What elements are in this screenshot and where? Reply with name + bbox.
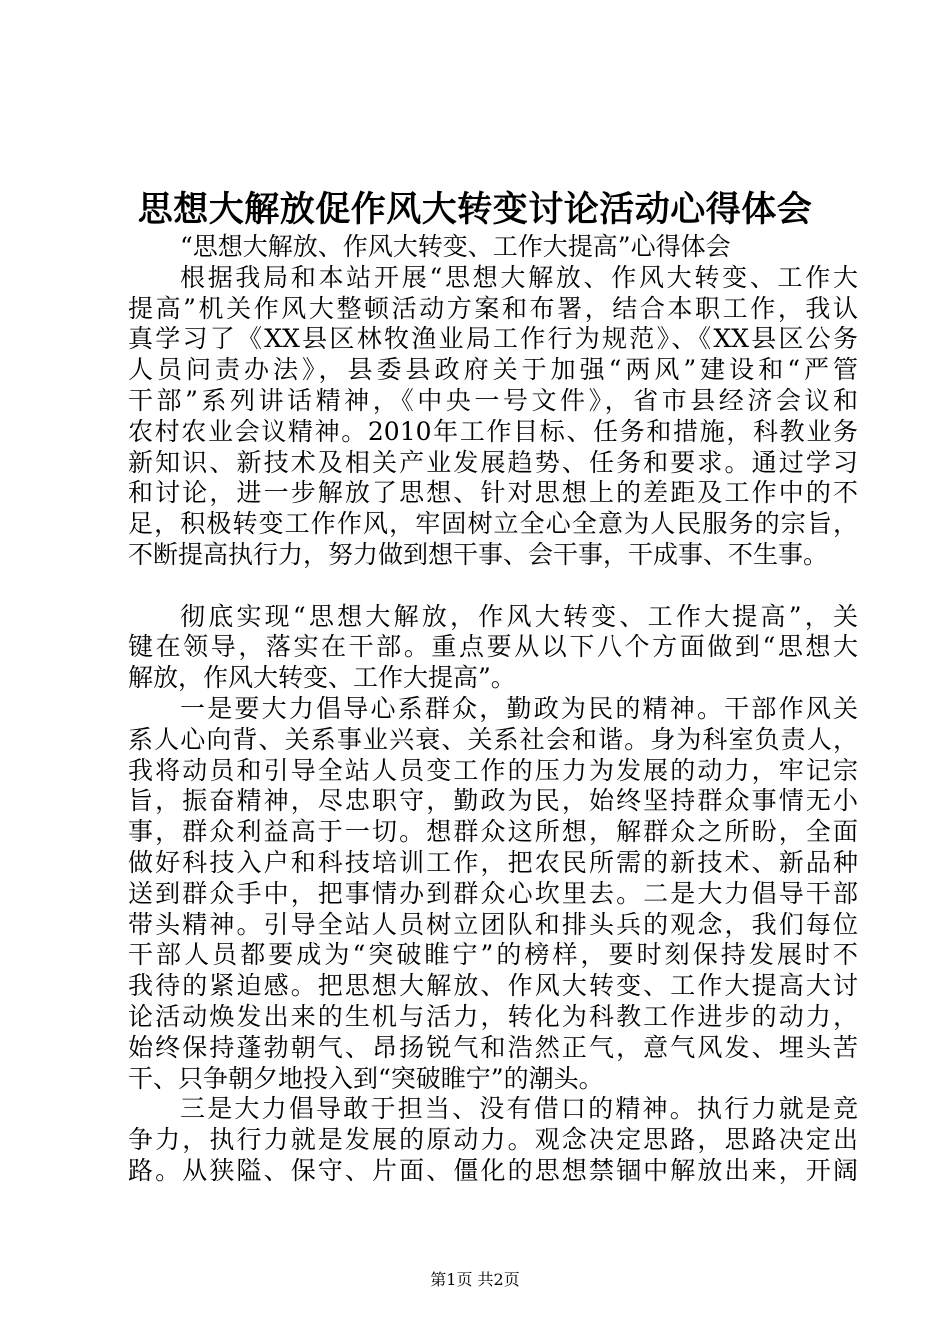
text-line: 干部人员都要成为“突破睢宁”的榜样，要时刻保持发展时不 [128, 940, 858, 970]
text-line: 始终保持蓬勃朝气、昂扬锐气和浩然正气，意气风发、埋头苦 [128, 1032, 858, 1062]
text-line: 事，群众利益高于一切。想群众这所想，解群众之所盼，全面 [128, 817, 858, 847]
text-line: 做好科技入户和科技培训工作，把农民所需的新技术、新品种 [128, 847, 858, 877]
text-line: 提高”机关作风大整顿活动方案和布署，结合本职工作，我认 [128, 293, 858, 323]
text-line: 解放，作风大转变、工作大提高”。 [128, 663, 516, 693]
document-body [128, 232, 858, 1187]
text-line: 旨，振奋精神，尽忠职守，勤政为民，始终坚持群众事情无小 [128, 786, 858, 816]
text-line: “思想大解放、作风大转变、工作大提高”心得体会 [180, 232, 731, 261]
text-line: 三是大力倡导敢于担当、没有借口的精神。执行力就是竞 [180, 1094, 858, 1124]
text-line: 干、只争朝夕地投入到“突破睢宁”的潮头。 [128, 1063, 604, 1093]
document-title: 思想大解放促作风大转变讨论活动心得体会 [137, 189, 813, 230]
text-line: 带头精神。引导全站人员树立团队和排头兵的观念，我们每位 [128, 909, 858, 939]
text-line: 争力，执行力就是发展的原动力。观念决定思路，思路决定出 [128, 1125, 858, 1155]
text-line: 根据我局和本站开展“思想大解放、作风大转变、工作大 [180, 262, 858, 292]
text-line: 不断提高执行力，努力做到想干事、会干事，干成事、不生事。 [128, 539, 829, 569]
text-line: 和讨论，进一步解放了思想、针对思想上的差距及工作中的不 [128, 478, 858, 508]
text-line: 农村农业会议精神。2010年工作目标、任务和措施，科教业务 [128, 416, 858, 446]
blank-line [128, 571, 858, 602]
text-line: 真学习了《XX县区林牧渔业局工作行为规范》、《XX县区公务 [128, 324, 858, 354]
text-line: 键在领导，落实在干部。重点要从以下八个方面做到“思想大 [128, 632, 858, 662]
page-footer: 第1页 共2页 [430, 1270, 520, 1289]
text-line: 干部”系列讲话精神，《中央一号文件》，省市县经济会议和 [128, 385, 858, 415]
text-line: 我待的紧迫感。把思想大解放、作风大转变、工作大提高大讨 [128, 971, 858, 1001]
text-line: 彻底实现“思想大解放，作风大转变、工作大提高”，关 [180, 601, 858, 631]
text-line: 新知识、新技术及相关产业发展趋势、任务和要求。通过学习 [128, 447, 858, 477]
text-line: 我将动员和引导全站人员变工作的压力为发展的动力，牢记宗 [128, 755, 858, 785]
text-line: 系人心向背、关系事业兴衰、关系社会和谐。身为科室负责人， [128, 724, 858, 754]
text-line: 送到群众手中，把事情办到群众心坎里去。二是大力倡导干部 [128, 878, 858, 908]
text-line: 人员问责办法》，县委县政府关于加强“两风”建设和“严管 [128, 355, 858, 385]
text-line: 足，积极转变工作作风，牢固树立全心全意为人民服务的宗旨， [128, 509, 858, 539]
text-line: 路。从狭隘、保守、片面、僵化的思想禁锢中解放出来，开阔 [128, 1155, 858, 1185]
text-line: 一是要大力倡导心系群众，勤政为民的精神。干部作风关 [180, 693, 858, 723]
text-line: 论活动焕发出来的生机与活力，转化为科教工作进步的动力， [128, 1001, 858, 1031]
